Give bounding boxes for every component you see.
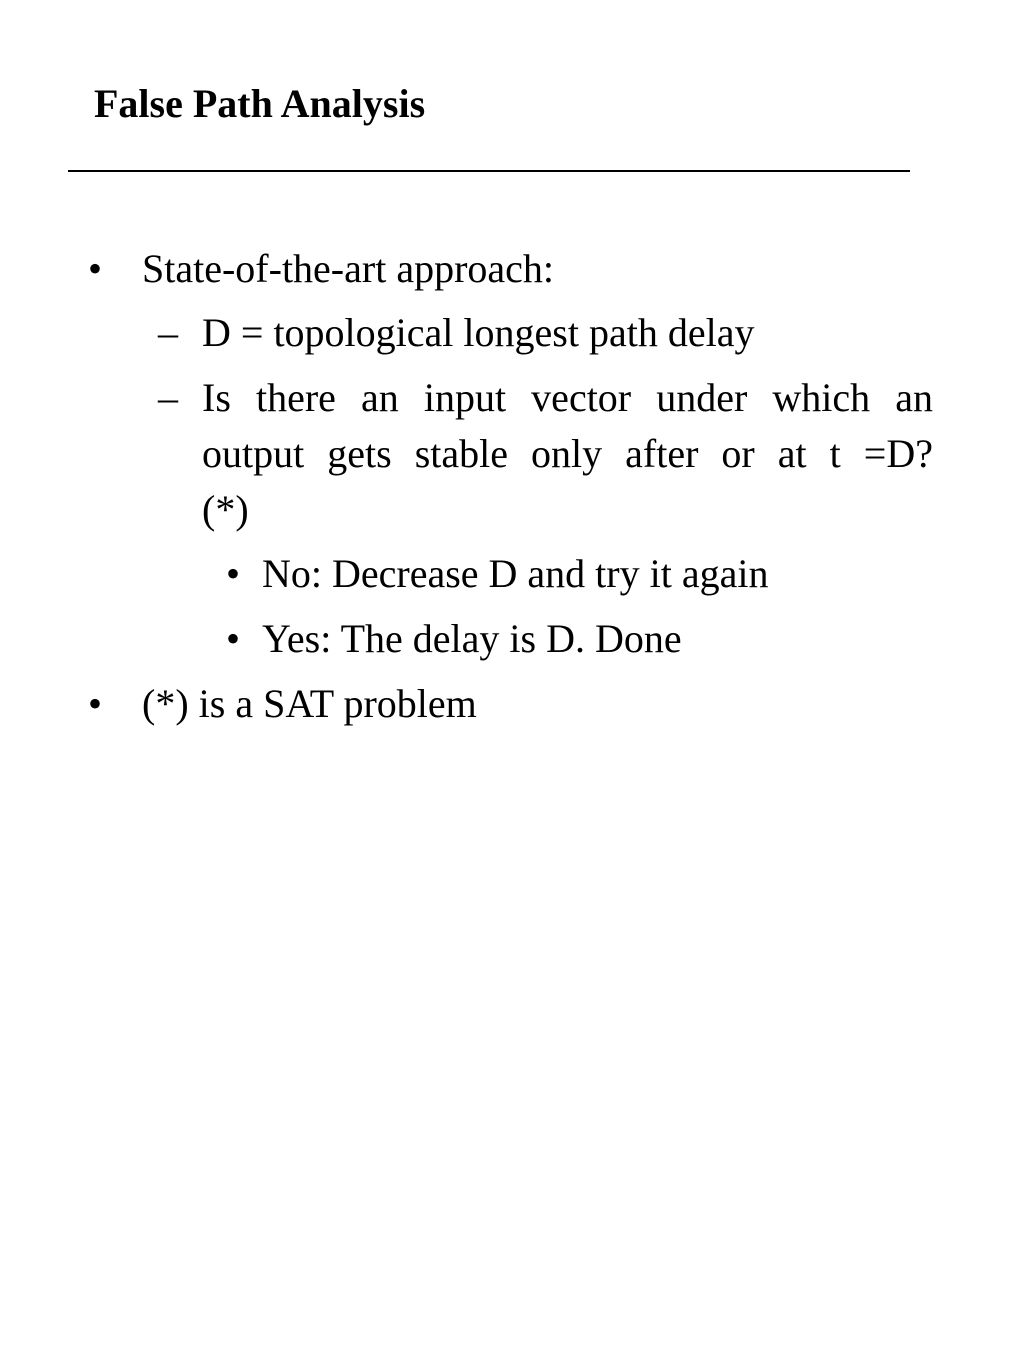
sub-bullet-longest-path: D = topological longest path delay [202,310,755,355]
sub-sub-bullet-yes: Yes: The delay is D. Done [262,616,682,661]
dash-marker: – [158,310,178,355]
slide-title: False Path Analysis [94,81,426,126]
bullet-marker: • [226,551,241,596]
bullet-marker: • [88,246,103,291]
bullet-state-of-the-art: State-of-the-art approach: [142,246,555,291]
title-divider [68,170,910,172]
sub-bullet-question-line-1: Is there an input vector under which an [202,375,933,420]
bullet-marker: • [88,681,103,726]
sub-bullet-question-line-3: (*) [202,487,249,532]
bullet-sat-problem: (*) is a SAT problem [142,681,477,726]
sub-sub-bullet-no: No: Decrease D and try it again [262,551,769,596]
dash-marker: – [158,375,178,420]
sub-bullet-question-line-2: output gets stable only after or at t =D? [202,431,933,476]
bullet-marker: • [226,616,241,661]
